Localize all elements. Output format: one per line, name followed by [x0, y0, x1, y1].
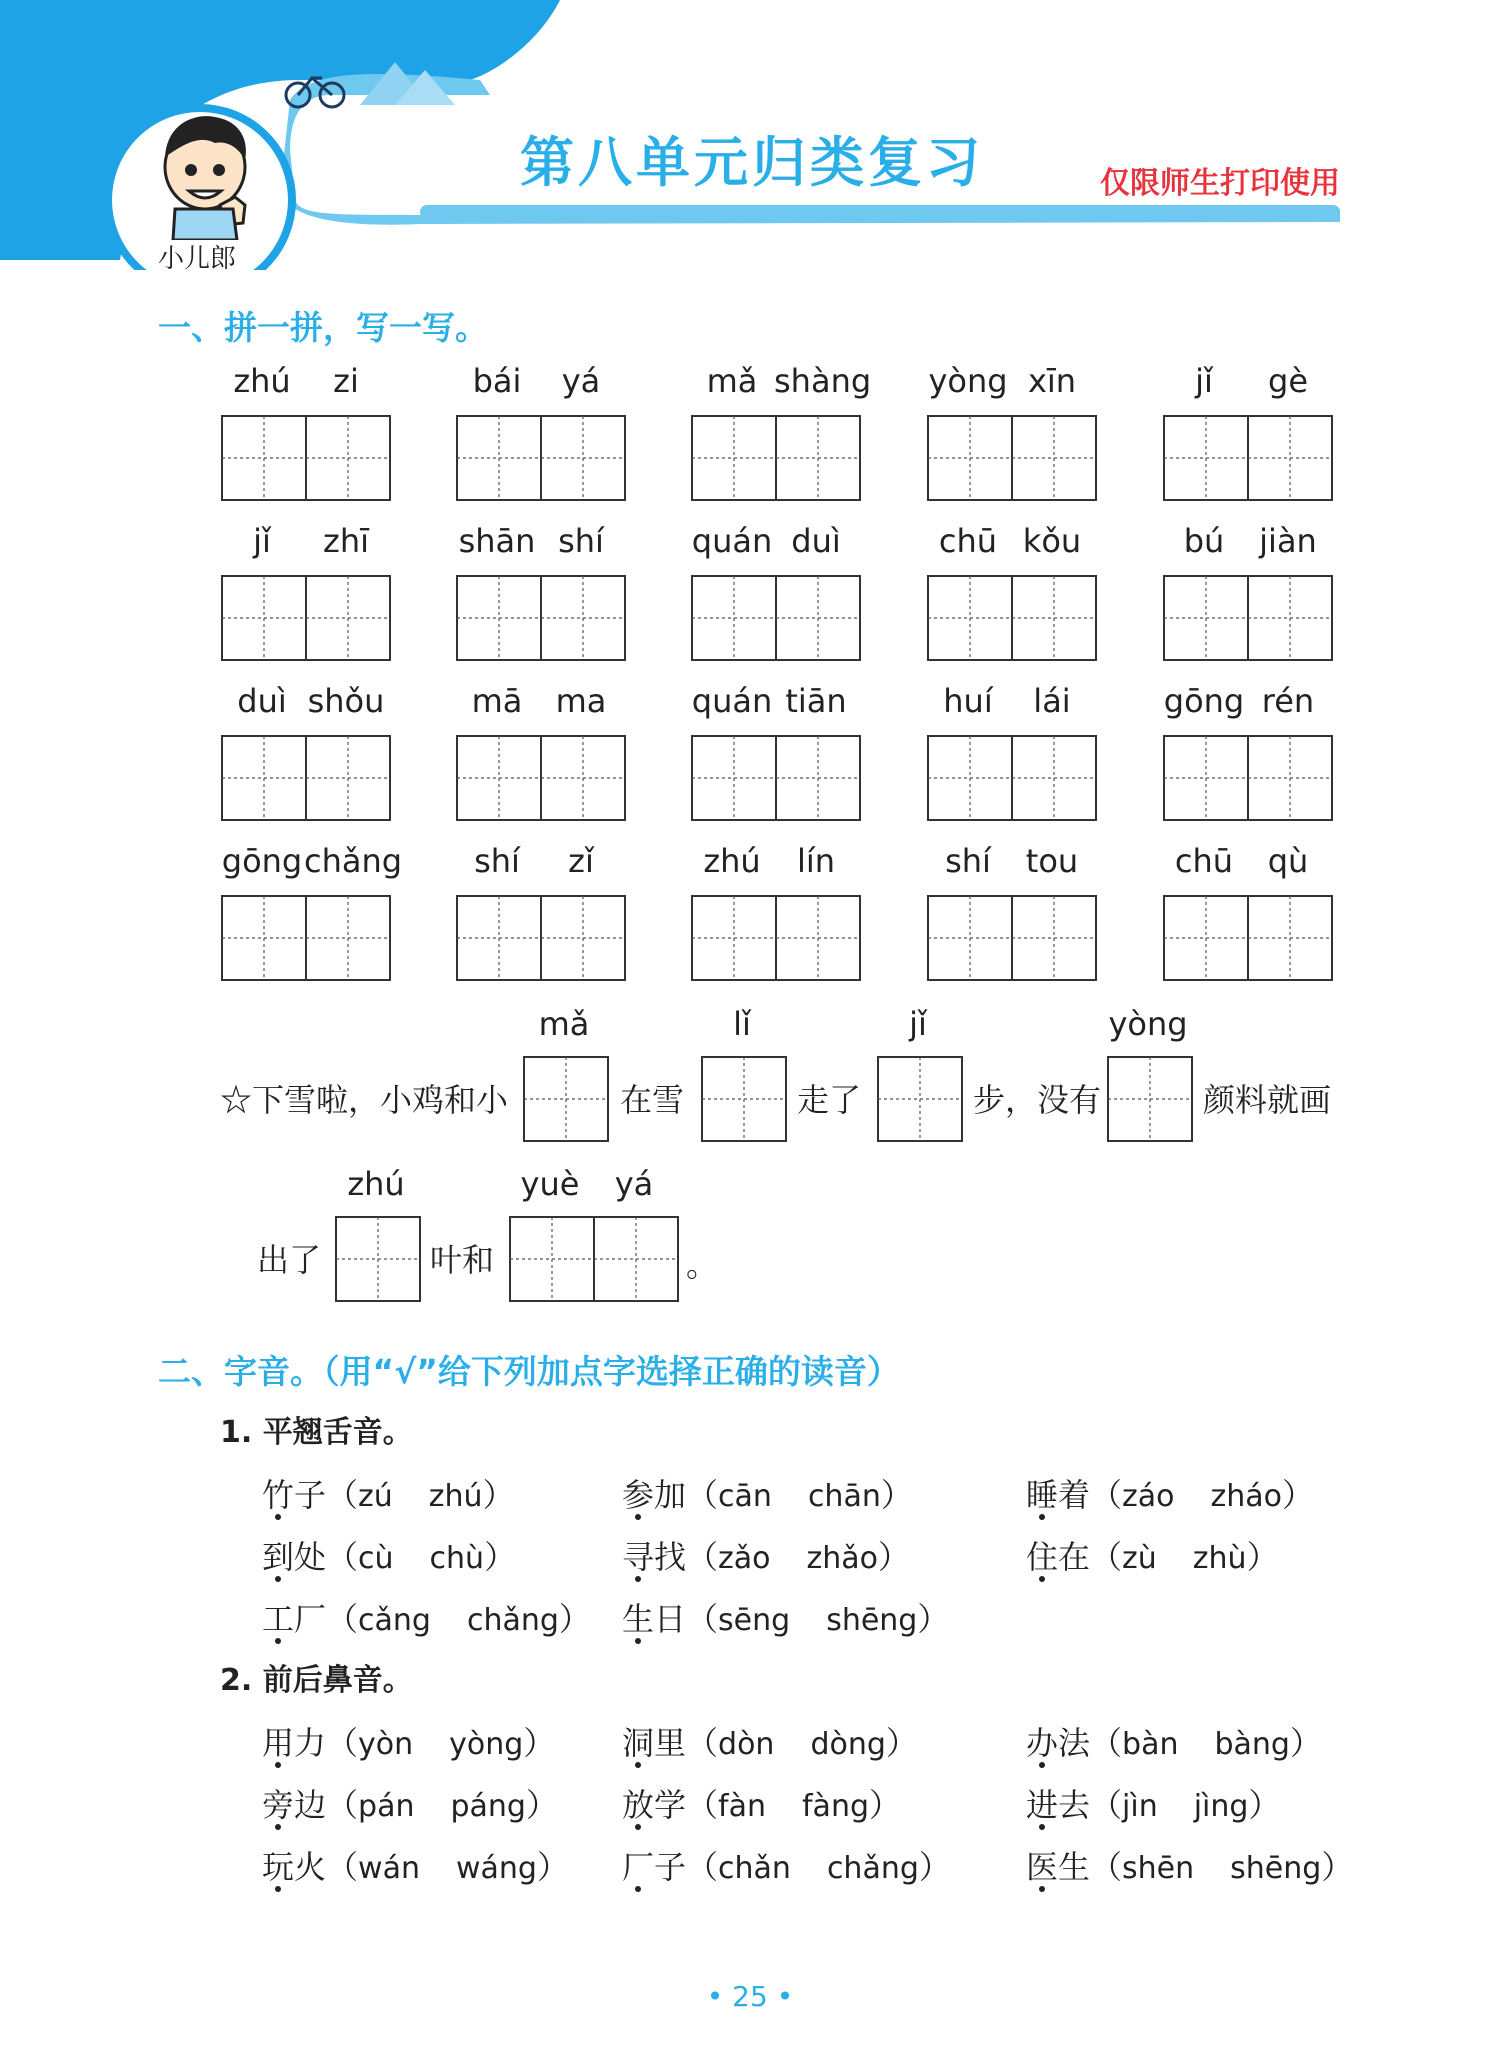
- option-b[interactable]: shēng: [826, 1603, 918, 1638]
- print-notice: 仅限师生打印使用: [1100, 166, 1340, 201]
- open-paren: （: [1090, 1724, 1123, 1762]
- pinyin-syllable: xīn: [1027, 362, 1077, 400]
- close-paren: ）: [523, 1724, 556, 1762]
- sentence-text: 出了: [257, 1241, 322, 1279]
- word: 睡着: [1026, 1476, 1091, 1514]
- option-a[interactable]: cān: [718, 1479, 772, 1514]
- pinyin-syllable: shí: [945, 842, 991, 880]
- pinyin-syllable: chū: [938, 522, 998, 560]
- pinyin-syllable: quán: [691, 682, 773, 720]
- pinyin-syllable: zhú: [703, 842, 761, 880]
- pinyin-syllable: quán: [691, 522, 773, 560]
- emphasis-dot: [635, 1514, 641, 1520]
- writing-box[interactable]: [926, 734, 1098, 822]
- sentence-text: 走了: [797, 1081, 862, 1119]
- pinyin-syllable: duì: [791, 522, 841, 560]
- pinyin-syllable: huí: [943, 682, 993, 720]
- writing-box[interactable]: [508, 1215, 680, 1303]
- option-b[interactable]: zhǎo: [806, 1541, 879, 1576]
- writing-box[interactable]: [926, 574, 1098, 662]
- writing-box[interactable]: [220, 574, 392, 662]
- pinyin-syllable: mǎ: [538, 1005, 590, 1043]
- page-title: 第八单元归类复习: [520, 131, 984, 194]
- close-paren: ）: [918, 1848, 951, 1886]
- open-paren: （: [1090, 1476, 1123, 1514]
- pronunciation-item: [622, 1780, 901, 1826]
- open-paren: （: [326, 1848, 359, 1886]
- writing-box[interactable]: [220, 894, 392, 982]
- close-paren: ）: [482, 1476, 515, 1514]
- pronunciation-item: [1026, 1532, 1279, 1578]
- pinyin-syllable: yá: [561, 362, 601, 400]
- pronunciation-item: [262, 1532, 516, 1578]
- pinyin-syllable: jǐ: [1195, 362, 1213, 400]
- sentence-text: ☆下雪啦，小鸡和小: [220, 1081, 509, 1119]
- close-paren: ）: [1289, 1724, 1322, 1762]
- option-b[interactable]: chān: [807, 1479, 881, 1514]
- writing-box[interactable]: [690, 734, 862, 822]
- word: 放学: [622, 1786, 687, 1824]
- pinyin-syllable: bái: [472, 362, 522, 400]
- writing-box[interactable]: [926, 414, 1098, 502]
- pinyin-syllable: zhú: [233, 362, 291, 400]
- word: 厂子: [622, 1848, 687, 1886]
- word: 洞里: [622, 1724, 687, 1762]
- pronunciation-item: [262, 1594, 591, 1640]
- open-paren: （: [686, 1724, 719, 1762]
- emphasis-dot: [1039, 1514, 1045, 1520]
- option-a[interactable]: yòn: [358, 1727, 414, 1762]
- pronunciation-item: [1026, 1842, 1353, 1888]
- option-a[interactable]: zù: [1122, 1541, 1157, 1576]
- pronunciation-item: [622, 1532, 910, 1578]
- sentence-text: 。: [686, 1246, 719, 1284]
- word: 参加: [622, 1476, 687, 1514]
- option-b[interactable]: yòng: [449, 1727, 524, 1762]
- option-a[interactable]: fàn: [718, 1789, 766, 1824]
- emphasis-dot: [635, 1886, 641, 1892]
- pinyin-syllable: ma: [555, 682, 607, 720]
- close-paren: ）: [1282, 1476, 1315, 1514]
- option-a[interactable]: chǎn: [718, 1851, 791, 1886]
- emphasis-dot: [275, 1886, 281, 1892]
- writing-box[interactable]: [1162, 894, 1334, 982]
- group-title: 1. 平翘舌音。: [220, 1415, 413, 1450]
- pinyin-syllable: chū: [1174, 842, 1234, 880]
- writing-box[interactable]: [220, 734, 392, 822]
- word: 生日: [622, 1600, 687, 1638]
- pronunciation-item: [1026, 1470, 1314, 1516]
- pinyin-syllable: chǎng: [304, 842, 403, 880]
- option-b[interactable]: bàng: [1214, 1727, 1290, 1762]
- option-a[interactable]: wán: [358, 1851, 420, 1886]
- option-a[interactable]: shēn: [1122, 1851, 1195, 1886]
- open-paren: （: [326, 1786, 359, 1824]
- option-b[interactable]: shēng: [1230, 1851, 1322, 1886]
- open-paren: （: [686, 1786, 719, 1824]
- writing-box[interactable]: [690, 894, 862, 982]
- option-b[interactable]: chǎng: [826, 1851, 919, 1886]
- pinyin-syllable: yòng: [928, 362, 1008, 400]
- option-a[interactable]: sēng: [718, 1603, 791, 1638]
- close-paren: ）: [525, 1786, 558, 1824]
- sentence-text: 颜料就画: [1203, 1081, 1332, 1119]
- option-b[interactable]: wáng: [455, 1851, 537, 1886]
- writing-box[interactable]: [522, 1055, 610, 1143]
- open-paren: （: [686, 1848, 719, 1886]
- pronunciation-item: [262, 1718, 555, 1764]
- open-paren: （: [1090, 1538, 1123, 1576]
- emphasis-dot: [275, 1824, 281, 1830]
- pinyin-syllable: zhī: [323, 522, 369, 560]
- writing-box[interactable]: [926, 894, 1098, 982]
- pinyin-syllable: shān: [458, 522, 536, 560]
- option-a[interactable]: jìn: [1122, 1789, 1158, 1824]
- word: 医生: [1026, 1848, 1091, 1886]
- sentence-text: 步，没有: [973, 1081, 1102, 1119]
- pronunciation-item: [622, 1594, 949, 1640]
- section1-title: 一、拼一拼，写一写。: [158, 308, 488, 347]
- word: 旁边: [262, 1786, 327, 1824]
- option-a[interactable]: bàn: [1122, 1727, 1179, 1762]
- option-a[interactable]: cù: [358, 1541, 394, 1576]
- emphasis-dot: [635, 1824, 641, 1830]
- open-paren: （: [686, 1600, 719, 1638]
- word: 用力: [262, 1724, 327, 1762]
- pinyin-syllable: rén: [1261, 682, 1315, 720]
- pinyin-syllable: mā: [471, 682, 523, 720]
- pinyin-syllable: lái: [1033, 682, 1071, 720]
- emphasis-dot: [275, 1576, 281, 1582]
- writing-box[interactable]: [334, 1215, 422, 1303]
- option-a[interactable]: pán: [358, 1789, 415, 1824]
- open-paren: （: [326, 1724, 359, 1762]
- option-a[interactable]: zǎo: [718, 1541, 771, 1576]
- pinyin-syllable: jiàn: [1259, 522, 1317, 560]
- group-title: 2. 前后鼻音。: [220, 1663, 413, 1698]
- pinyin-syllable: kǒu: [1022, 522, 1082, 560]
- emphasis-dot: [275, 1514, 281, 1520]
- close-paren: ）: [878, 1538, 911, 1576]
- pinyin-syllable: yuè: [520, 1165, 580, 1203]
- pinyin-syllable: zhú: [347, 1165, 405, 1203]
- pronunciation-item: [622, 1718, 918, 1764]
- page-number: • 25 •: [706, 1980, 794, 2013]
- open-paren: （: [326, 1476, 359, 1514]
- option-a[interactable]: zú: [358, 1479, 393, 1514]
- pinyin-syllable: tiān: [785, 682, 847, 720]
- pinyin-syllable: tou: [1025, 842, 1079, 880]
- close-paren: ）: [1248, 1786, 1281, 1824]
- pinyin-syllable: shí: [474, 842, 520, 880]
- pinyin-syllable: yòng: [1108, 1005, 1188, 1043]
- option-b[interactable]: jìng: [1193, 1789, 1249, 1824]
- open-paren: （: [1090, 1848, 1123, 1886]
- pinyin-syllable: qù: [1267, 842, 1309, 880]
- emphasis-dot: [1039, 1824, 1045, 1830]
- close-paren: ）: [558, 1600, 591, 1638]
- word: 竹子: [262, 1476, 327, 1514]
- writing-box[interactable]: [1106, 1055, 1194, 1143]
- section2-title: 二、字音。（用“√”给下列加点字选择正确的读音）: [158, 1352, 900, 1391]
- option-b[interactable]: zháo: [1210, 1479, 1283, 1514]
- pronunciation-item: [262, 1842, 569, 1888]
- emphasis-dot: [635, 1576, 641, 1582]
- option-b[interactable]: páng: [450, 1789, 526, 1824]
- pinyin-syllable: gōng: [1163, 682, 1245, 720]
- writing-box[interactable]: [700, 1055, 788, 1143]
- word: 寻找: [622, 1538, 687, 1576]
- writing-box[interactable]: [876, 1055, 964, 1143]
- open-paren: （: [326, 1538, 359, 1576]
- writing-box[interactable]: [1162, 734, 1334, 822]
- close-paren: ）: [880, 1476, 913, 1514]
- sentence-text: 叶和: [430, 1241, 495, 1279]
- pronunciation-item: [262, 1780, 558, 1826]
- pinyin-syllable: jǐ: [909, 1005, 927, 1043]
- pronunciation-item: [1026, 1718, 1322, 1764]
- pinyin-syllable: yá: [614, 1165, 654, 1203]
- writing-box[interactable]: [455, 894, 627, 982]
- pinyin-syllable: shǒu: [307, 682, 385, 720]
- word: 到处: [262, 1538, 327, 1576]
- close-paren: ）: [917, 1600, 950, 1638]
- pinyin-syllable: duì: [237, 682, 287, 720]
- option-b[interactable]: dòng: [810, 1727, 886, 1762]
- open-paren: （: [1090, 1786, 1123, 1824]
- writing-box[interactable]: [1162, 574, 1334, 662]
- pronunciation-item: [622, 1842, 951, 1888]
- emphasis-dot: [275, 1638, 281, 1644]
- open-paren: （: [686, 1538, 719, 1576]
- word: 工厂: [262, 1600, 327, 1638]
- option-b[interactable]: zhù: [1192, 1541, 1247, 1576]
- mascot-boy-icon: [145, 105, 265, 240]
- close-paren: ）: [869, 1786, 902, 1824]
- option-b[interactable]: chǎng: [466, 1603, 559, 1638]
- open-paren: （: [326, 1600, 359, 1638]
- emphasis-dot: [275, 1762, 281, 1768]
- word: 玩火: [262, 1848, 327, 1886]
- pinyin-syllable: jǐ: [253, 522, 271, 560]
- close-paren: ）: [885, 1724, 918, 1762]
- writing-box[interactable]: [455, 574, 627, 662]
- writing-box[interactable]: [690, 574, 862, 662]
- emphasis-dot: [1039, 1886, 1045, 1892]
- pinyin-syllable: bú: [1183, 522, 1225, 560]
- pinyin-syllable: gōng: [221, 842, 303, 880]
- close-paren: ）: [536, 1848, 569, 1886]
- sentence-text: 在雪: [620, 1081, 685, 1119]
- writing-box[interactable]: [455, 414, 627, 502]
- writing-box[interactable]: [455, 734, 627, 822]
- pronunciation-item: [262, 1470, 515, 1516]
- writing-box[interactable]: [1162, 414, 1334, 502]
- emphasis-dot: [635, 1762, 641, 1768]
- writing-box[interactable]: [220, 414, 392, 502]
- pinyin-syllable: mǎ: [706, 362, 758, 400]
- pronunciation-item: [622, 1470, 913, 1516]
- pinyin-syllable: gè: [1268, 362, 1308, 400]
- word: 住在: [1026, 1538, 1091, 1576]
- open-paren: （: [686, 1476, 719, 1514]
- word: 办法: [1026, 1724, 1091, 1762]
- pinyin-syllable: lǐ: [733, 1005, 751, 1043]
- mascot-label: 小儿郎: [158, 244, 237, 274]
- option-a[interactable]: dòn: [718, 1727, 775, 1762]
- close-paren: ）: [1321, 1848, 1354, 1886]
- writing-box[interactable]: [690, 414, 862, 502]
- pinyin-syllable: shí: [558, 522, 604, 560]
- option-b[interactable]: chù: [429, 1541, 485, 1576]
- option-a[interactable]: záo: [1122, 1479, 1175, 1514]
- close-paren: ）: [1246, 1538, 1279, 1576]
- close-paren: ）: [484, 1538, 517, 1576]
- emphasis-dot: [635, 1638, 641, 1644]
- pinyin-syllable: zi: [333, 362, 359, 400]
- emphasis-dot: [1039, 1762, 1045, 1768]
- word: 进去: [1026, 1786, 1091, 1824]
- emphasis-dot: [1039, 1576, 1045, 1582]
- option-a[interactable]: cǎng: [358, 1603, 431, 1638]
- option-b[interactable]: zhú: [428, 1479, 483, 1514]
- pinyin-syllable: lín: [796, 842, 836, 880]
- pronunciation-item: [1026, 1780, 1280, 1826]
- pinyin-syllable: zǐ: [568, 842, 594, 880]
- pinyin-syllable: shàng: [774, 362, 872, 400]
- option-b[interactable]: fàng: [802, 1789, 870, 1824]
